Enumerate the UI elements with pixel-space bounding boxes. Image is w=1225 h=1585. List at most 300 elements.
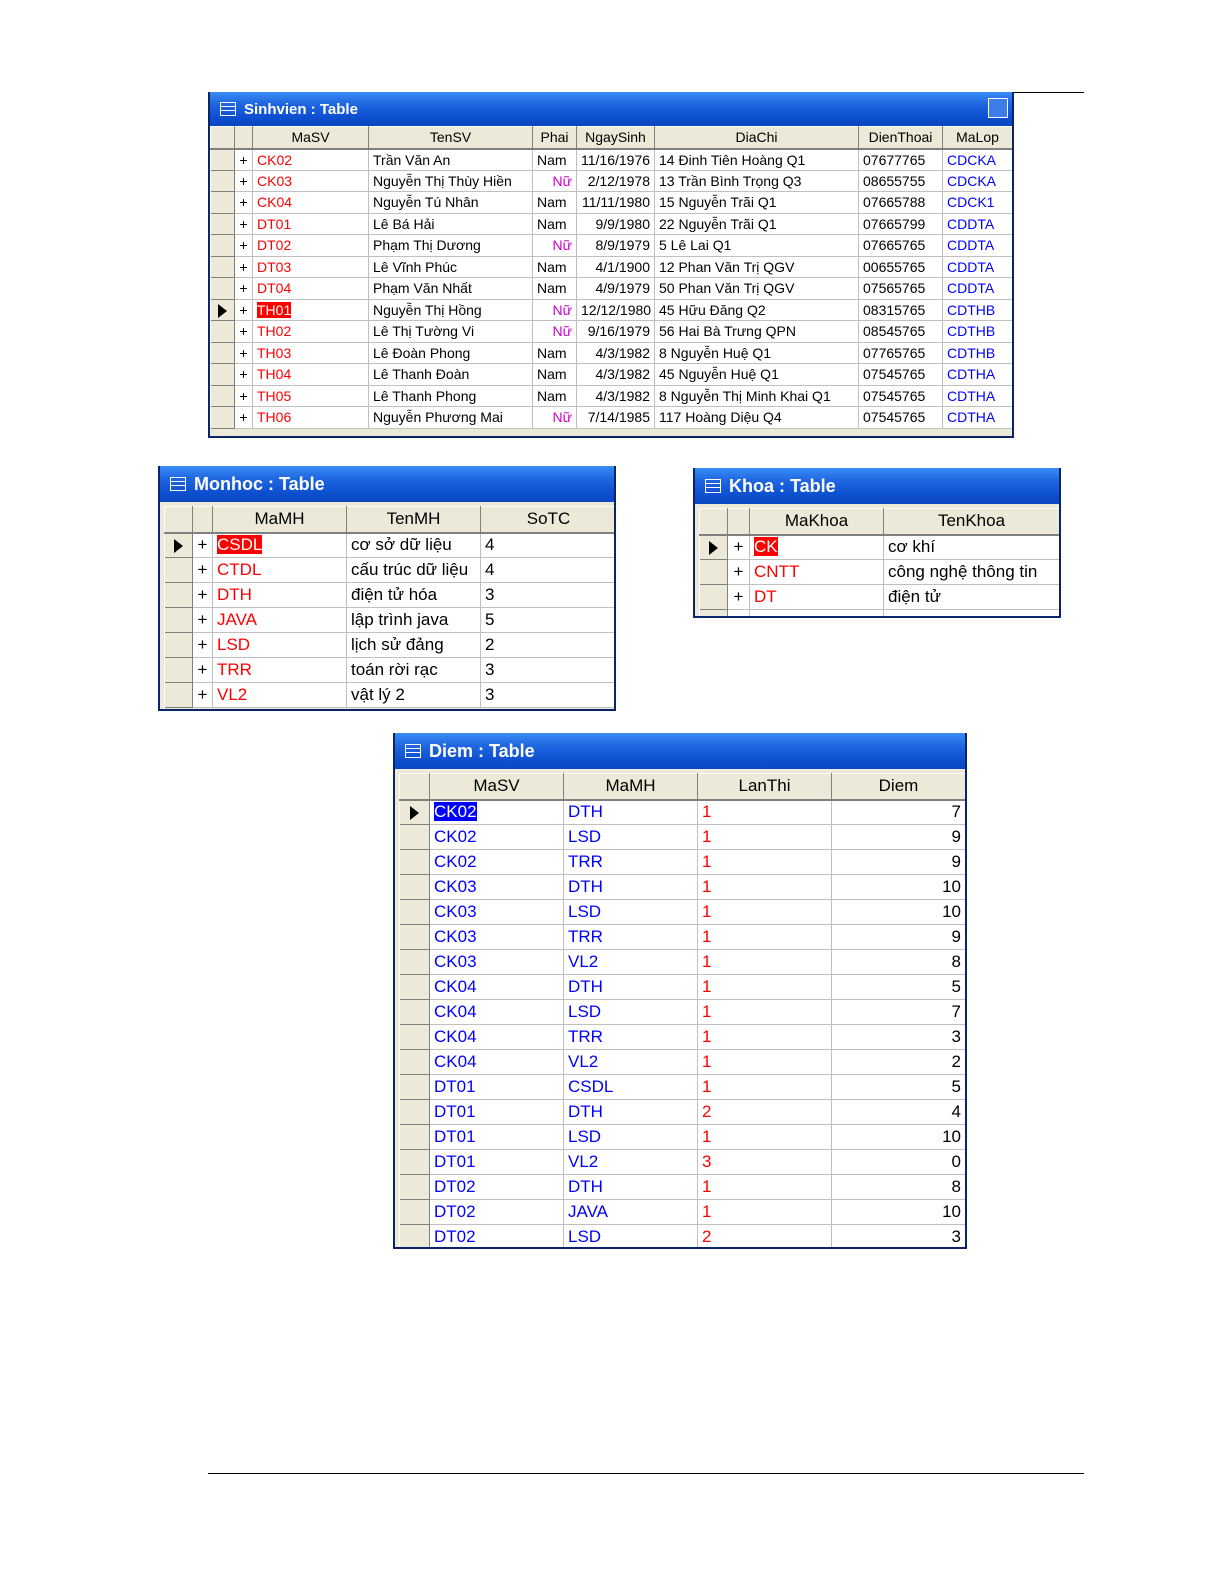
table-cell[interactable]: cấu trúc dữ liệu: [347, 558, 481, 583]
table-cell[interactable]: 22 Nguyễn Trãi Q1: [655, 213, 859, 235]
col-header[interactable]: Phai: [533, 127, 577, 149]
expand-subdatasheet-button[interactable]: +: [728, 560, 750, 585]
table-cell[interactable]: CDTHA: [943, 407, 1013, 429]
row-selector[interactable]: [400, 875, 430, 900]
table-row[interactable]: [400, 1125, 966, 1150]
table-row[interactable]: [211, 364, 1013, 386]
table-cell[interactable]: 2: [698, 1225, 832, 1250]
row-selector[interactable]: [165, 633, 193, 658]
table-cell[interactable]: 50 Phan Văn Trị QGV: [655, 278, 859, 300]
table-row[interactable]: [400, 900, 966, 925]
table-row[interactable]: [165, 658, 617, 683]
expand-subdatasheet-button[interactable]: +: [728, 535, 750, 560]
table-cell[interactable]: TRR: [564, 925, 698, 950]
table-row[interactable]: [400, 950, 966, 975]
table-cell[interactable]: Nữ: [533, 407, 577, 429]
table-cell[interactable]: CK03: [253, 170, 369, 192]
row-selector[interactable]: [211, 364, 235, 386]
table-row[interactable]: [165, 633, 617, 658]
table-cell[interactable]: 3: [481, 683, 617, 708]
table-cell[interactable]: 07665799: [859, 213, 943, 235]
table-row[interactable]: [211, 256, 1013, 278]
table-cell[interactable]: 7: [832, 800, 966, 825]
table-cell[interactable]: 1: [698, 850, 832, 875]
table-cell[interactable]: Nguyễn Tú Nhân: [369, 192, 533, 214]
col-header[interactable]: Diem: [832, 774, 966, 800]
table-cell[interactable]: 9: [832, 925, 966, 950]
table-cell[interactable]: LSD: [564, 1000, 698, 1025]
table-cell[interactable]: DT02: [253, 235, 369, 257]
expand-subdatasheet-button[interactable]: +: [235, 192, 253, 214]
table-row[interactable]: [211, 342, 1013, 364]
table-cell[interactable]: TRR: [564, 1025, 698, 1050]
row-selector[interactable]: [211, 385, 235, 407]
table-cell[interactable]: CDDTA: [943, 213, 1013, 235]
expand-subdatasheet-button[interactable]: +: [235, 342, 253, 364]
table-row[interactable]: [165, 683, 617, 708]
table-cell[interactable]: 11/11/1980: [577, 192, 655, 214]
table-row[interactable]: [211, 407, 1013, 429]
row-selector[interactable]: [400, 1150, 430, 1175]
table-row[interactable]: [700, 560, 1060, 585]
expand-subdatasheet-button[interactable]: +: [235, 364, 253, 386]
table-cell[interactable]: 07665765: [859, 235, 943, 257]
row-selector[interactable]: [211, 235, 235, 257]
table-cell[interactable]: DT01: [430, 1100, 564, 1125]
table-cell[interactable]: CDCKA: [943, 170, 1013, 192]
diem-title-bar[interactable]: [395, 733, 965, 769]
table-cell[interactable]: DT01: [430, 1125, 564, 1150]
row-selector[interactable]: [211, 321, 235, 343]
row-selector[interactable]: [400, 1075, 430, 1100]
table-cell[interactable]: 8: [832, 1175, 966, 1200]
table-cell[interactable]: 00655765: [859, 256, 943, 278]
table-cell[interactable]: CDTHB: [943, 342, 1013, 364]
table-row[interactable]: [400, 1000, 966, 1025]
table-row[interactable]: [400, 975, 966, 1000]
table-cell[interactable]: TH06: [253, 407, 369, 429]
table-cell[interactable]: CK04: [430, 1025, 564, 1050]
table-cell[interactable]: CDCK1: [943, 192, 1013, 214]
table-cell[interactable]: [430, 800, 564, 825]
table-cell[interactable]: 1: [698, 1175, 832, 1200]
row-selector[interactable]: [700, 535, 728, 560]
table-row[interactable]: [400, 1225, 966, 1250]
new-record-row[interactable]: [700, 610, 1060, 619]
table-cell[interactable]: TH02: [253, 321, 369, 343]
table-cell[interactable]: DTH: [564, 800, 698, 825]
col-header[interactable]: LanThi: [698, 774, 832, 800]
table-cell[interactable]: 07665788: [859, 192, 943, 214]
expand-subdatasheet-button[interactable]: +: [235, 299, 253, 321]
table-cell[interactable]: Nam: [533, 213, 577, 235]
table-row[interactable]: [700, 535, 1060, 560]
expand-subdatasheet-button[interactable]: +: [193, 533, 213, 558]
table-cell[interactable]: 3: [832, 1025, 966, 1050]
col-header[interactable]: MaLop: [943, 127, 1013, 149]
expand-subdatasheet-button[interactable]: +: [193, 558, 213, 583]
table-cell[interactable]: 08655755: [859, 170, 943, 192]
table-row[interactable]: [211, 321, 1013, 343]
row-selector[interactable]: [400, 850, 430, 875]
monhoc-title-bar[interactable]: [160, 466, 614, 502]
table-row[interactable]: [400, 875, 966, 900]
table-cell[interactable]: 7: [832, 1000, 966, 1025]
table-cell[interactable]: 3: [481, 658, 617, 683]
table-cell[interactable]: DT01: [430, 1075, 564, 1100]
table-cell[interactable]: DT03: [253, 256, 369, 278]
table-cell[interactable]: toán rời rạc: [347, 658, 481, 683]
table-cell[interactable]: Nam: [533, 364, 577, 386]
table-cell[interactable]: VL2: [213, 683, 347, 708]
table-cell[interactable]: Nguyễn Thị Thùy Hiền: [369, 170, 533, 192]
table-cell[interactable]: DT01: [253, 213, 369, 235]
col-header[interactable]: DienThoai: [859, 127, 943, 149]
table-cell[interactable]: Nữ: [533, 321, 577, 343]
table-cell[interactable]: CK04: [430, 1000, 564, 1025]
table-cell[interactable]: cơ khí: [884, 535, 1060, 560]
table-cell[interactable]: TRR: [213, 658, 347, 683]
table-cell[interactable]: Lê Đoàn Phong: [369, 342, 533, 364]
row-selector[interactable]: [165, 683, 193, 708]
col-header[interactable]: TenSV: [369, 127, 533, 149]
table-cell[interactable]: Nam: [533, 278, 577, 300]
expand-subdatasheet-button[interactable]: +: [193, 633, 213, 658]
row-selector[interactable]: [400, 1200, 430, 1225]
table-cell[interactable]: 1: [698, 975, 832, 1000]
table-cell[interactable]: [750, 610, 884, 619]
table-cell[interactable]: TRR: [564, 850, 698, 875]
row-selector[interactable]: [400, 900, 430, 925]
maximize-button[interactable]: [988, 98, 1008, 118]
table-cell[interactable]: 4: [832, 1100, 966, 1125]
table-cell[interactable]: LSD: [564, 825, 698, 850]
row-selector[interactable]: [400, 1175, 430, 1200]
table-cell[interactable]: 1: [698, 1000, 832, 1025]
table-cell[interactable]: vật lý 2: [347, 683, 481, 708]
table-cell[interactable]: CDDTA: [943, 256, 1013, 278]
table-cell[interactable]: DTH: [564, 1175, 698, 1200]
expand-subdatasheet-button[interactable]: +: [728, 585, 750, 610]
table-row[interactable]: [400, 1100, 966, 1125]
table-cell[interactable]: 10: [832, 1200, 966, 1225]
row-selector[interactable]: [400, 975, 430, 1000]
table-cell[interactable]: CK02: [430, 850, 564, 875]
row-selector[interactable]: [211, 149, 235, 171]
table-cell[interactable]: CDTHB: [943, 299, 1013, 321]
table-cell[interactable]: Nguyễn Phương Mai: [369, 407, 533, 429]
row-selector[interactable]: [400, 1125, 430, 1150]
table-cell[interactable]: CK04: [253, 192, 369, 214]
expand-subdatasheet-button[interactable]: +: [193, 583, 213, 608]
table-cell[interactable]: lập trình java: [347, 608, 481, 633]
table-cell[interactable]: CK02: [430, 825, 564, 850]
table-cell[interactable]: 7/14/1985: [577, 407, 655, 429]
row-selector[interactable]: [700, 610, 728, 619]
table-row[interactable]: [211, 235, 1013, 257]
khoa-table-window[interactable]: [693, 468, 1061, 618]
table-cell[interactable]: VL2: [564, 1050, 698, 1075]
table-cell[interactable]: 15 Nguyễn Trãi Q1: [655, 192, 859, 214]
table-cell[interactable]: TH05: [253, 385, 369, 407]
table-cell[interactable]: Nam: [533, 149, 577, 171]
table-cell[interactable]: DTH: [564, 875, 698, 900]
table-row[interactable]: [400, 850, 966, 875]
row-selector[interactable]: [400, 950, 430, 975]
table-cell[interactable]: LSD: [213, 633, 347, 658]
table-cell[interactable]: CK03: [430, 875, 564, 900]
table-row[interactable]: [165, 608, 617, 633]
table-row[interactable]: [700, 585, 1060, 610]
table-cell[interactable]: [213, 533, 347, 558]
table-cell[interactable]: DT01: [430, 1150, 564, 1175]
row-selector[interactable]: [211, 407, 235, 429]
table-cell[interactable]: 5 Lê Lai Q1: [655, 235, 859, 257]
table-cell[interactable]: 2: [481, 633, 617, 658]
row-selector[interactable]: [400, 1025, 430, 1050]
table-cell[interactable]: 3: [698, 1150, 832, 1175]
expand-subdatasheet-button[interactable]: +: [235, 235, 253, 257]
table-cell[interactable]: Phạm Thị Dương: [369, 235, 533, 257]
table-cell[interactable]: 07677765: [859, 149, 943, 171]
sinhvien-title-bar[interactable]: [210, 92, 1012, 126]
table-cell[interactable]: CDTHA: [943, 364, 1013, 386]
table-cell[interactable]: TH03: [253, 342, 369, 364]
table-cell[interactable]: 1: [698, 800, 832, 825]
table-row[interactable]: [211, 385, 1013, 407]
row-selector-header[interactable]: [211, 127, 235, 149]
table-cell[interactable]: DT: [750, 585, 884, 610]
table-cell[interactable]: 5: [832, 975, 966, 1000]
table-cell[interactable]: JAVA: [213, 608, 347, 633]
row-selector[interactable]: [400, 800, 430, 825]
table-cell[interactable]: CK04: [430, 975, 564, 1000]
table-cell[interactable]: 13 Trần Bình Trọng Q3: [655, 170, 859, 192]
row-selector[interactable]: [211, 170, 235, 192]
table-cell[interactable]: lịch sử đảng: [347, 633, 481, 658]
table-cell[interactable]: 10: [832, 1125, 966, 1150]
row-selector[interactable]: [700, 560, 728, 585]
table-row[interactable]: [211, 149, 1013, 171]
table-cell[interactable]: CK03: [430, 900, 564, 925]
row-selector[interactable]: [400, 1225, 430, 1250]
table-cell[interactable]: Lê Thanh Đoàn: [369, 364, 533, 386]
table-cell[interactable]: CNTT: [750, 560, 884, 585]
table-cell[interactable]: JAVA: [564, 1200, 698, 1225]
table-cell[interactable]: DTH: [564, 1100, 698, 1125]
table-cell[interactable]: 8/9/1979: [577, 235, 655, 257]
table-cell[interactable]: [750, 535, 884, 560]
table-cell[interactable]: 4: [481, 533, 617, 558]
col-header[interactable]: DiaChi: [655, 127, 859, 149]
table-cell[interactable]: CSDL: [564, 1075, 698, 1100]
table-cell[interactable]: Lê Thanh Phong: [369, 385, 533, 407]
table-cell[interactable]: 9/9/1980: [577, 213, 655, 235]
table-cell[interactable]: 2/12/1978: [577, 170, 655, 192]
table-cell[interactable]: 5: [832, 1075, 966, 1100]
table-cell[interactable]: Nam: [533, 192, 577, 214]
table-row[interactable]: [400, 1200, 966, 1225]
table-cell[interactable]: LSD: [564, 1225, 698, 1250]
table-cell[interactable]: [253, 299, 369, 321]
expand-subdatasheet-button[interactable]: +: [193, 683, 213, 708]
table-cell[interactable]: LSD: [564, 900, 698, 925]
table-cell[interactable]: DT02: [430, 1225, 564, 1250]
col-header[interactable]: MaSV: [253, 127, 369, 149]
table-cell[interactable]: 07545765: [859, 407, 943, 429]
expand-subdatasheet-button[interactable]: +: [235, 321, 253, 343]
table-cell[interactable]: 117 Hoàng Diệu Q4: [655, 407, 859, 429]
table-row[interactable]: [400, 1175, 966, 1200]
table-cell[interactable]: 8 Nguyễn Thị Minh Khai Q1: [655, 385, 859, 407]
table-cell[interactable]: 2: [698, 1100, 832, 1125]
row-selector-header[interactable]: [700, 509, 728, 535]
row-selector[interactable]: [211, 256, 235, 278]
table-row[interactable]: [211, 278, 1013, 300]
table-cell[interactable]: 56 Hai Bà Trưng QPN: [655, 321, 859, 343]
expand-subdatasheet-button[interactable]: +: [235, 407, 253, 429]
table-cell[interactable]: 4/3/1982: [577, 364, 655, 386]
expand-subdatasheet-button[interactable]: +: [235, 278, 253, 300]
table-cell[interactable]: 11/16/1976: [577, 149, 655, 171]
table-row[interactable]: [400, 825, 966, 850]
expand-subdatasheet-button[interactable]: +: [235, 256, 253, 278]
table-cell[interactable]: Lê Thị Tường Vi: [369, 321, 533, 343]
table-cell[interactable]: 1: [698, 875, 832, 900]
table-cell[interactable]: 1: [698, 925, 832, 950]
table-cell[interactable]: DTH: [564, 975, 698, 1000]
table-cell[interactable]: CDDTA: [943, 278, 1013, 300]
table-cell[interactable]: 07545765: [859, 385, 943, 407]
table-row[interactable]: [400, 925, 966, 950]
table-cell[interactable]: DT02: [430, 1200, 564, 1225]
table-cell[interactable]: CTDL: [213, 558, 347, 583]
table-cell[interactable]: 10: [832, 900, 966, 925]
table-cell[interactable]: CDDTA: [943, 235, 1013, 257]
diem-table-window[interactable]: [393, 733, 967, 1249]
table-cell[interactable]: Nguyễn Thị Hồng: [369, 299, 533, 321]
table-cell[interactable]: 4/1/1900: [577, 256, 655, 278]
col-header[interactable]: TenKhoa: [884, 509, 1060, 535]
table-cell[interactable]: CDCKA: [943, 149, 1013, 171]
table-cell[interactable]: CDTHA: [943, 385, 1013, 407]
expand-subdatasheet-button[interactable]: +: [235, 170, 253, 192]
monhoc-table-window[interactable]: [158, 466, 616, 711]
table-cell[interactable]: 1: [698, 825, 832, 850]
col-header[interactable]: SoTC: [481, 507, 617, 533]
table-cell[interactable]: điện tử hóa: [347, 583, 481, 608]
expand-subdatasheet-button[interactable]: +: [235, 213, 253, 235]
table-cell[interactable]: 4/3/1982: [577, 385, 655, 407]
table-cell[interactable]: 08315765: [859, 299, 943, 321]
table-row[interactable]: [400, 1075, 966, 1100]
table-cell[interactable]: DT04: [253, 278, 369, 300]
table-cell[interactable]: công nghệ thông tin: [884, 560, 1060, 585]
row-selector[interactable]: [165, 583, 193, 608]
col-header[interactable]: MaKhoa: [750, 509, 884, 535]
table-cell[interactable]: [884, 610, 1060, 619]
row-selector[interactable]: [211, 278, 235, 300]
table-row[interactable]: [211, 170, 1013, 192]
table-row[interactable]: [400, 1150, 966, 1175]
table-cell[interactable]: điện tử: [884, 585, 1060, 610]
expand-subdatasheet-button[interactable]: +: [193, 658, 213, 683]
table-cell[interactable]: 10: [832, 875, 966, 900]
table-cell[interactable]: 14 Đinh Tiên Hoàng Q1: [655, 149, 859, 171]
table-row[interactable]: [211, 192, 1013, 214]
row-selector[interactable]: [165, 533, 193, 558]
table-cell[interactable]: 1: [698, 1050, 832, 1075]
table-cell[interactable]: 4: [481, 558, 617, 583]
table-cell[interactable]: 0: [832, 1150, 966, 1175]
row-selector[interactable]: [165, 558, 193, 583]
table-cell[interactable]: VL2: [564, 1150, 698, 1175]
khoa-title-bar[interactable]: [695, 468, 1059, 504]
table-cell[interactable]: 1: [698, 900, 832, 925]
table-cell[interactable]: 12/12/1980: [577, 299, 655, 321]
table-cell[interactable]: 07565765: [859, 278, 943, 300]
table-cell[interactable]: 8: [832, 950, 966, 975]
row-selector[interactable]: [211, 299, 235, 321]
table-cell[interactable]: 4/9/1979: [577, 278, 655, 300]
table-cell[interactable]: 2: [832, 1050, 966, 1075]
table-cell[interactable]: Lê Vĩnh Phúc: [369, 256, 533, 278]
row-selector[interactable]: [211, 342, 235, 364]
table-cell[interactable]: VL2: [564, 950, 698, 975]
table-row[interactable]: [400, 800, 966, 825]
row-selector[interactable]: [700, 585, 728, 610]
table-cell[interactable]: Phạm Văn Nhất: [369, 278, 533, 300]
table-cell[interactable]: Nam: [533, 256, 577, 278]
row-selector[interactable]: [400, 825, 430, 850]
table-cell[interactable]: CK02: [253, 149, 369, 171]
table-cell[interactable]: 45 Nguyễn Huệ Q1: [655, 364, 859, 386]
table-row[interactable]: [165, 583, 617, 608]
table-cell[interactable]: 3: [832, 1225, 966, 1250]
table-cell[interactable]: CK03: [430, 950, 564, 975]
table-row[interactable]: [400, 1050, 966, 1075]
table-cell[interactable]: 9: [832, 825, 966, 850]
table-cell[interactable]: 4/3/1982: [577, 342, 655, 364]
col-header[interactable]: MaMH: [564, 774, 698, 800]
expand-subdatasheet-button[interactable]: +: [235, 385, 253, 407]
table-row[interactable]: [400, 1025, 966, 1050]
table-cell[interactable]: CK04: [430, 1050, 564, 1075]
table-cell[interactable]: Nữ: [533, 170, 577, 192]
table-row[interactable]: [165, 558, 617, 583]
table-cell[interactable]: 1: [698, 1025, 832, 1050]
col-header[interactable]: TenMH: [347, 507, 481, 533]
table-row[interactable]: [211, 213, 1013, 235]
row-selector[interactable]: [211, 213, 235, 235]
table-cell[interactable]: Nữ: [533, 299, 577, 321]
table-row[interactable]: [165, 533, 617, 558]
col-header[interactable]: NgaySinh: [577, 127, 655, 149]
row-selector[interactable]: [400, 1050, 430, 1075]
table-cell[interactable]: LSD: [564, 1125, 698, 1150]
table-cell[interactable]: 9: [832, 850, 966, 875]
col-header[interactable]: MaMH: [213, 507, 347, 533]
table-cell[interactable]: cơ sở dữ liệu: [347, 533, 481, 558]
table-cell[interactable]: 12 Phan Văn Trị QGV: [655, 256, 859, 278]
table-cell[interactable]: Trần Văn An: [369, 149, 533, 171]
expand-subdatasheet-button[interactable]: +: [193, 608, 213, 633]
table-cell[interactable]: 08545765: [859, 321, 943, 343]
table-cell[interactable]: Nữ: [533, 235, 577, 257]
table-cell[interactable]: 07765765: [859, 342, 943, 364]
table-cell[interactable]: CDTHB: [943, 321, 1013, 343]
table-cell[interactable]: 1: [698, 1075, 832, 1100]
